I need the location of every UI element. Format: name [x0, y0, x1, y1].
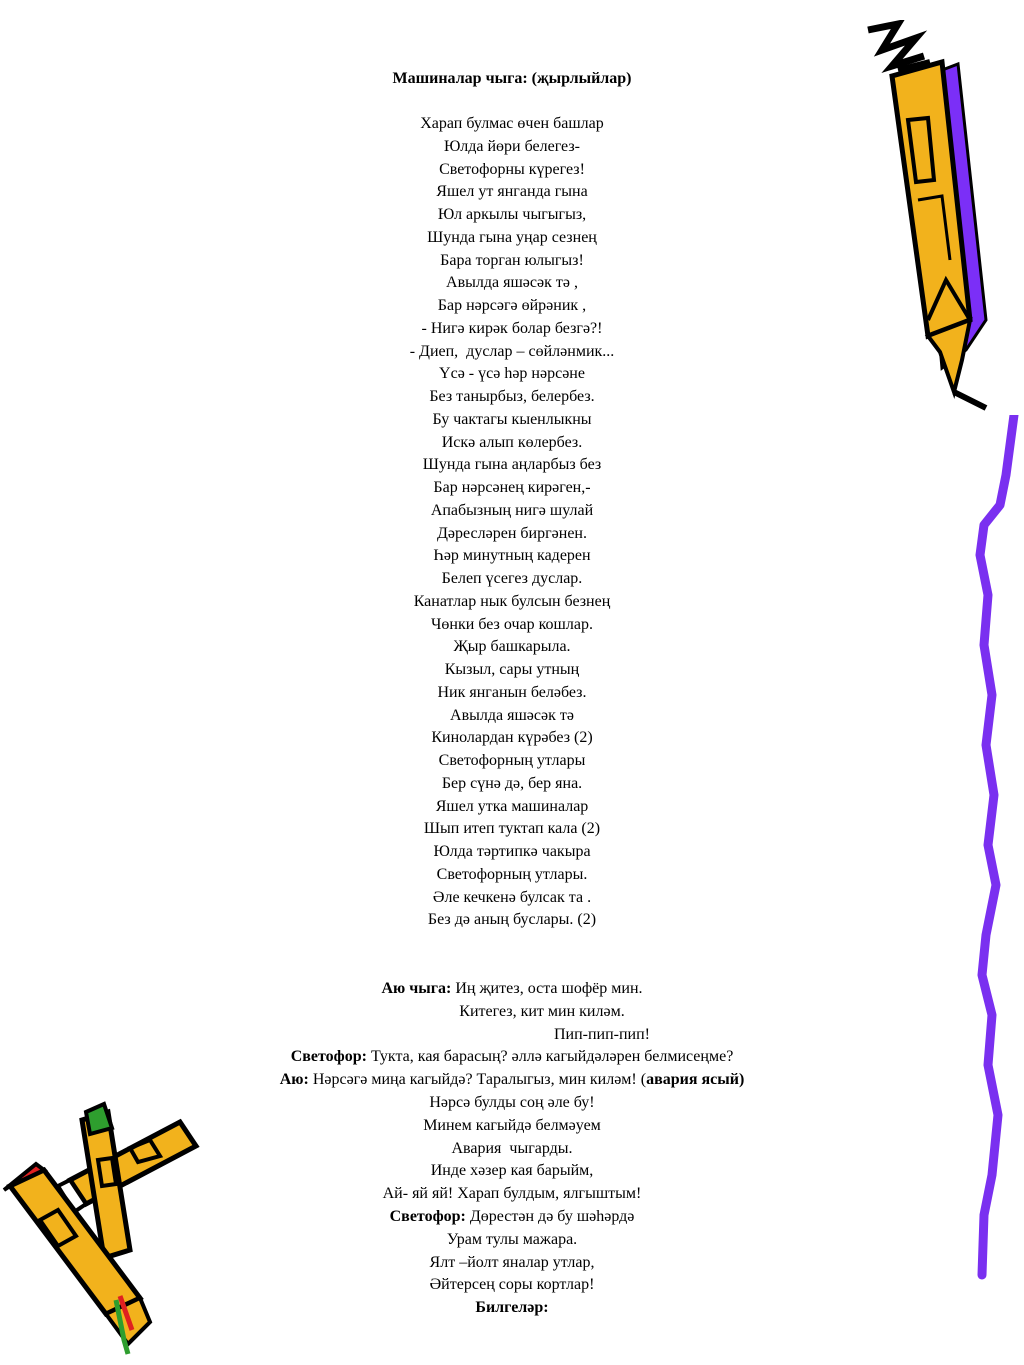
dialog-line [132, 1046, 892, 1069]
dialog-line: Ай- яй яй! Харап булдым, ялгыштым! [382, 1185, 642, 1203]
lyric-line: Искә алып көлербез. [441, 433, 583, 451]
dialog-line: Урам тулы мажара. [446, 1230, 578, 1248]
dialog-line: Китегез, кит мин киләм. [459, 1002, 625, 1020]
lyric-line: Канатлар нык булсын безнең [413, 592, 611, 610]
dialog-text: Иң җитез, оста шофёр мин. [451, 980, 643, 997]
speaker-label: Аю: [279, 1071, 309, 1089]
dialog-line: Ялт –йолт яналар утлар, [429, 1253, 595, 1271]
lyric-line: - Нигә кирәк болар безгә?! [421, 319, 603, 337]
lyric-line: Бар нәрсәнең кирәген,- [433, 479, 591, 496]
stage-direction: авария ясый) [646, 1071, 745, 1089]
dialog-line: Нәрсә булды соң әле бу! [429, 1093, 595, 1111]
song-title: Машиналар чыга: (җырлыйлар) [392, 70, 632, 87]
lyric-line: Бер сүнә дә, бер яна. [441, 774, 583, 792]
speaker-label: Светофор: [290, 1048, 367, 1066]
lyric-line: Яшел утка машиналар [435, 797, 589, 815]
lyric-line: Юлда йөри белегез- [444, 137, 580, 155]
lyric-line: Әле кечкенә булсак та . [432, 888, 592, 906]
lyric-line: Шунда гына уңар сезнең [427, 228, 597, 246]
lyric-line: Бара торган юлыгыз! [440, 251, 584, 269]
lyric-line: Һәр минутның кадерен [433, 547, 591, 565]
lyric-line: Үсә - үсә һәр нәрсәне [439, 365, 585, 383]
lyric-line: Белеп үсегез дуслар. [441, 570, 583, 587]
dialog-line: Инде хәзер кая барыйм, [430, 1162, 594, 1180]
lyric-line: Дәресләрен биргәнен. [437, 524, 587, 542]
lyric-line: Светофорның утлары. [436, 865, 588, 883]
song-lyrics [212, 113, 812, 932]
dialog-line [132, 978, 892, 1001]
dialog-text: Дөрестән дә бу шәһәрдә [465, 1207, 635, 1225]
lyric-line: Шунда гына аңларбыз без [422, 456, 602, 474]
section-heading: Билгеләр: [475, 1299, 549, 1317]
lyric-line: Кинолардан күрәбез (2) [431, 729, 593, 747]
dialog-line: Авария чыгарды. [451, 1139, 573, 1157]
lyric-line: - Диеп, дуслар – сөйләнмик... [409, 342, 615, 360]
dialog-line: Минем кагыйдә белмәуем [423, 1116, 601, 1134]
dialog-line [132, 1069, 892, 1092]
lyric-line: Без танырбыз, белербез. [429, 388, 595, 405]
lyric-line: Чөнки без очар кошлар. [431, 615, 593, 633]
dialog-line: Пип-пип-пип! [553, 1025, 651, 1043]
lyric-line: Кызыл, сары утның [444, 661, 580, 678]
lyric-line: Авылда яшәсәк тә , [446, 274, 578, 292]
lyric-line: Шып итеп туктап кала (2) [423, 820, 601, 838]
lyric-line: Харап булмас өчен башлар [420, 115, 604, 132]
lyric-line: Апабызның нигә шулай [430, 501, 594, 519]
dialog-line [132, 1206, 892, 1229]
lyric-line: Без дә аның буслары. (2) [427, 911, 597, 929]
lyric-line: Яшел ут янганда гына [436, 183, 588, 201]
lyric-line: Бу чактагы кыенлыкны [432, 410, 592, 428]
lyric-line: Светофорны күрегез! [439, 160, 585, 178]
pencil-icon [858, 20, 998, 420]
lyric-line: Бар нәрсәгә өйрәник , [437, 297, 587, 314]
speaker-label: Светофор: [389, 1207, 466, 1225]
lyric-line: Юлда тәртипкә чакыра [433, 843, 591, 860]
lyric-line: Авылда яшәсәк тә [450, 706, 574, 724]
lyric-line: Светофорның утлары [438, 752, 586, 769]
squiggle-line [970, 415, 1020, 1285]
dialog-text: Нәрсәгә миңа кагыйдә? Таралыгыз, мин киләм! ( [308, 1071, 647, 1089]
lyric-line: Җыр башкарыла. [453, 638, 571, 656]
dialog-line: Әйтерсең соры кортлар! [429, 1276, 595, 1294]
lyric-line: Юл аркылы чыгыгыз, [437, 206, 587, 223]
dialog-line [132, 1297, 892, 1320]
dialog-text: Тукта, кая барасың? әллә кагыйдәләрен белмисеңме? [366, 1048, 734, 1066]
lyric-line: Ник янганын беләбез. [437, 683, 587, 701]
speaker-label: Аю чыга: [381, 980, 452, 997]
dialog-section [132, 978, 892, 1320]
